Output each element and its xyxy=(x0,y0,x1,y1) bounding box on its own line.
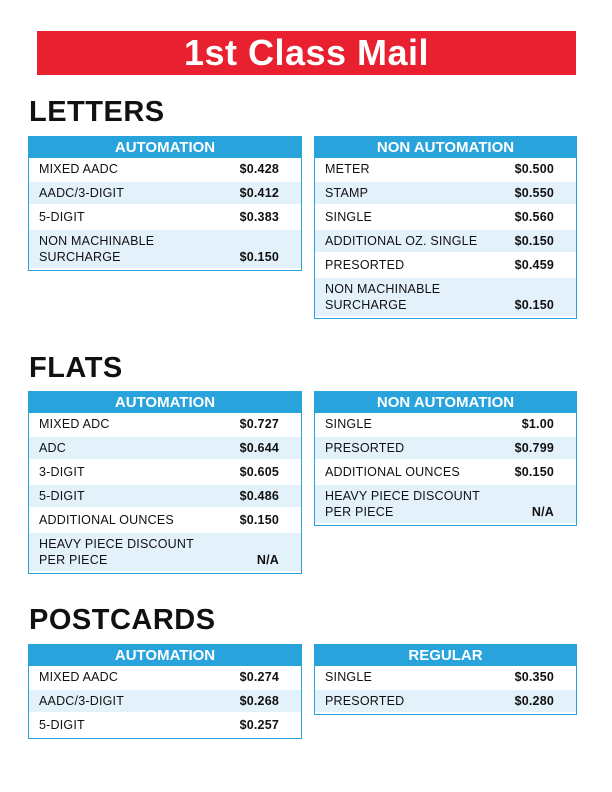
rate-label: NON MACHINABLE SURCHARGE xyxy=(325,282,441,312)
table-row xyxy=(29,206,301,230)
table-row xyxy=(29,182,301,206)
rate-price: $0.459 xyxy=(514,258,554,272)
table-row xyxy=(29,485,301,509)
table-rows xyxy=(315,413,576,525)
table-header: AUTOMATION xyxy=(29,392,301,413)
rate-label: PRESORTED xyxy=(325,694,405,708)
table-row xyxy=(315,485,576,525)
table-row xyxy=(315,182,576,206)
table-row xyxy=(29,690,301,714)
rate-label: MIXED AADC xyxy=(39,670,119,684)
rate-price: $0.550 xyxy=(514,186,554,200)
rate-price: $0.150 xyxy=(514,465,554,479)
rate-label: MIXED AADC xyxy=(39,162,119,176)
flats-automation-table xyxy=(28,391,302,574)
table-rows xyxy=(29,413,301,573)
rate-label: METER xyxy=(325,162,370,176)
rate-price: $0.274 xyxy=(239,670,279,684)
table-row xyxy=(315,278,576,318)
table-row xyxy=(29,714,301,738)
rate-price: $0.727 xyxy=(239,417,279,431)
rate-label: SINGLE xyxy=(325,670,373,684)
rate-price: $0.412 xyxy=(239,186,279,200)
table-row xyxy=(315,230,576,254)
rate-label: NON MACHINABLE SURCHARGE xyxy=(39,234,155,264)
page-title: 1st Class Mail xyxy=(37,31,576,75)
rate-label: ADDITIONAL OUNCES xyxy=(325,465,460,479)
table-row xyxy=(315,437,576,461)
table-header: AUTOMATION xyxy=(29,645,301,666)
table-row xyxy=(315,690,576,714)
flats-heading: FLATS xyxy=(29,352,123,384)
table-header: NON AUTOMATION xyxy=(315,392,576,413)
letters-heading: LETTERS xyxy=(29,96,165,128)
rate-price: $0.150 xyxy=(514,234,554,248)
rate-price: $0.644 xyxy=(239,441,279,455)
table-row xyxy=(315,461,576,485)
rate-price: $0.150 xyxy=(514,298,554,312)
table-row xyxy=(315,158,576,182)
rate-price: $0.605 xyxy=(239,465,279,479)
rate-label: ADC xyxy=(39,441,66,455)
rate-price: $0.280 xyxy=(514,694,554,708)
rate-price: $0.560 xyxy=(514,210,554,224)
rate-label: STAMP xyxy=(325,186,369,200)
rate-price: N/A xyxy=(256,553,279,567)
table-header: NON AUTOMATION xyxy=(315,137,576,158)
letters-automation-table xyxy=(28,136,302,271)
rate-label: HEAVY PIECE DISCOUNT PER PIECE xyxy=(39,537,194,567)
rate-label: AADC/3-DIGIT xyxy=(39,186,125,200)
rate-price: $0.257 xyxy=(239,718,279,732)
rate-price: $0.500 xyxy=(514,162,554,176)
rate-price: $0.150 xyxy=(239,513,279,527)
table-row xyxy=(29,461,301,485)
table-rows xyxy=(29,158,301,270)
rate-price: $0.799 xyxy=(514,441,554,455)
rate-label: SINGLE xyxy=(325,417,373,431)
rate-label: 5-DIGIT xyxy=(39,489,85,503)
postcards-heading: POSTCARDS xyxy=(29,604,216,636)
rate-price: $0.486 xyxy=(239,489,279,503)
table-row xyxy=(29,413,301,437)
table-row xyxy=(29,230,301,270)
table-row xyxy=(29,437,301,461)
table-row xyxy=(315,666,576,690)
rate-label: PRESORTED xyxy=(325,258,405,272)
table-header: REGULAR xyxy=(315,645,576,666)
rate-label: MIXED ADC xyxy=(39,417,110,431)
rate-price: N/A xyxy=(531,505,554,519)
table-row xyxy=(315,413,576,437)
rate-price: $0.383 xyxy=(239,210,279,224)
rate-label: PRESORTED xyxy=(325,441,405,455)
rate-label: 5-DIGIT xyxy=(39,718,85,732)
rate-label: AADC/3-DIGIT xyxy=(39,694,125,708)
rate-price: $0.428 xyxy=(239,162,279,176)
table-rows xyxy=(315,158,576,318)
rate-price: $1.00 xyxy=(521,417,554,431)
rate-label: ADDITIONAL OUNCES xyxy=(39,513,174,527)
postcards-regular-table xyxy=(314,644,577,715)
rate-label: SINGLE xyxy=(325,210,373,224)
table-rows xyxy=(315,666,576,714)
table-row xyxy=(29,509,301,533)
table-header: AUTOMATION xyxy=(29,137,301,158)
table-row xyxy=(315,254,576,278)
table-row xyxy=(315,206,576,230)
rate-price: $0.350 xyxy=(514,670,554,684)
table-rows xyxy=(29,666,301,738)
flats-non-automation-table xyxy=(314,391,577,526)
rate-price: $0.268 xyxy=(239,694,279,708)
table-row xyxy=(29,158,301,182)
rate-label: 3-DIGIT xyxy=(39,465,85,479)
table-row xyxy=(29,533,301,573)
table-row xyxy=(29,666,301,690)
rate-label: HEAVY PIECE DISCOUNT PER PIECE xyxy=(325,489,480,519)
letters-non-automation-table xyxy=(314,136,577,319)
rate-price: $0.150 xyxy=(239,250,279,264)
postcards-automation-table xyxy=(28,644,302,739)
rate-label: ADDITIONAL OZ. SINGLE xyxy=(325,234,478,248)
rate-label: 5-DIGIT xyxy=(39,210,85,224)
